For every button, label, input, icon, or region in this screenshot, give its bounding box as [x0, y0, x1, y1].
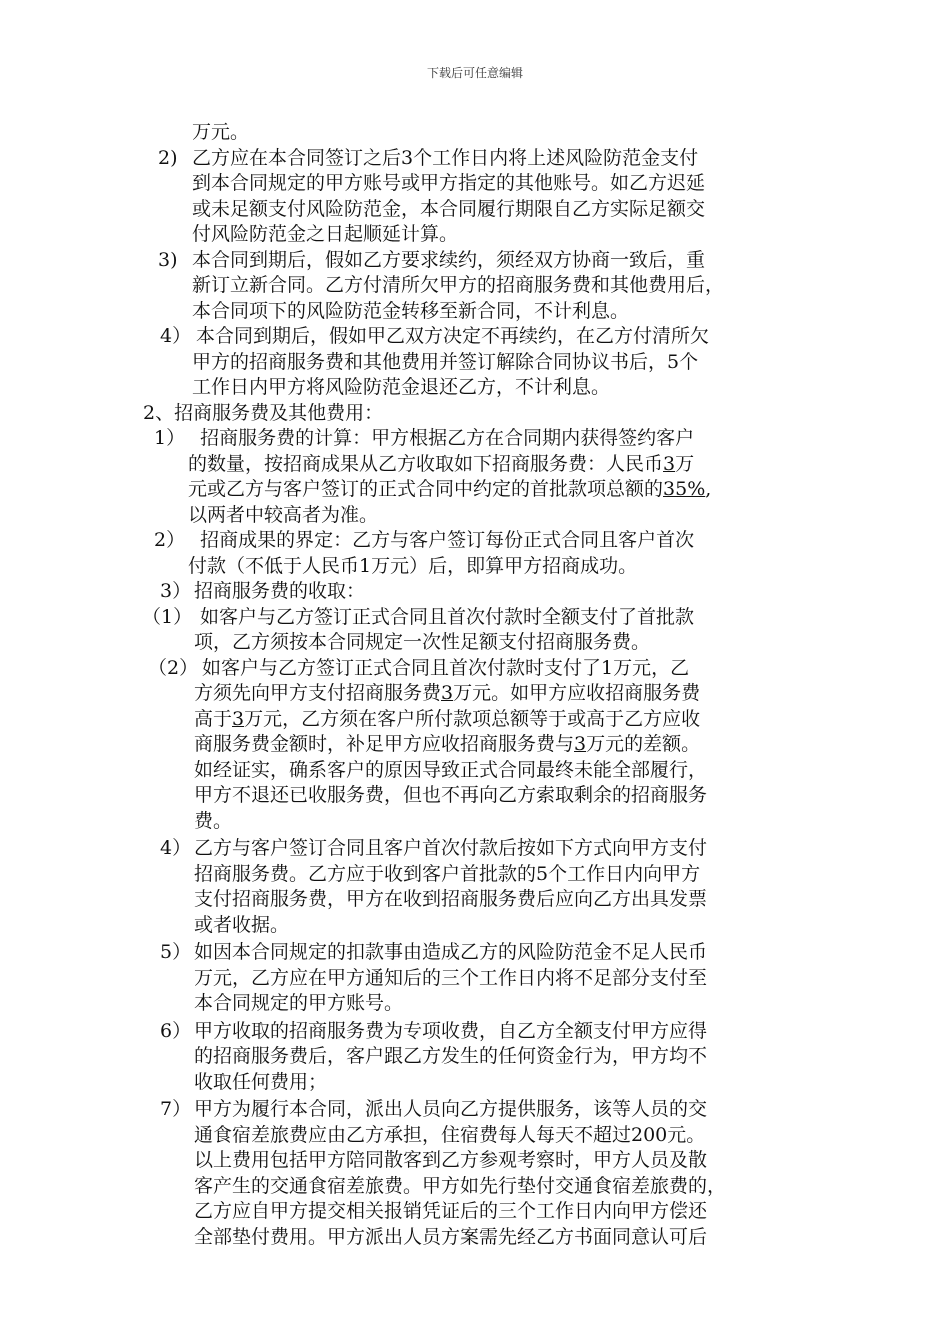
text-line: 本合同到期后，假如甲乙双方决定不再续约，在乙方付清所欠: [196, 325, 710, 347]
item-number: 4）: [160, 325, 192, 347]
text-line: 乙方应自甲方提交相关报销凭证后的三个工作日内向甲方偿还: [194, 1200, 708, 1222]
text-line: 本合同项下的风险防范金转移至新合同，不计利息。: [192, 299, 630, 322]
fee-amount: 3: [232, 707, 245, 730]
paragraph: [0, 146, 950, 248]
text-line: 乙方应在本合同签订之后3个工作日内将上述风险防范金支付: [192, 146, 699, 169]
text-line: 支付招商服务费，甲方在收到招商服务费后应向乙方出具发票: [194, 888, 708, 910]
item-number: 7）: [160, 1098, 192, 1120]
paragraph: [0, 324, 950, 401]
item-number: 5）: [160, 941, 192, 963]
paragraph: [0, 940, 950, 1017]
text-line: 付风险防范金之日起顺延计算。: [192, 223, 459, 245]
fee-amount: 3: [663, 452, 676, 475]
text-line: 项，乙方须按本合同规定一次性足额支付招商服务费。: [194, 631, 651, 653]
text-line: 元或乙方与客户签订的正式合同中约定的首批款项总额的35%,: [188, 478, 712, 500]
paragraph: [0, 605, 950, 656]
text-line: 或未足额支付风险防范金，本合同履行期限自乙方实际足额交: [192, 197, 706, 220]
text-line: 新订立新合同。乙方付清所欠甲方的招商服务费和其他费用后，: [192, 274, 725, 296]
text-line: 如因本合同规定的扣款事由造成乙方的风险防范金不足人民币: [194, 941, 708, 963]
paragraph: [0, 528, 950, 579]
paragraph: [0, 836, 950, 938]
item-number: 3）: [160, 580, 192, 602]
item-number: 4）: [160, 837, 192, 859]
text-line: 通食宿差旅费应由乙方承担，住宿费每人每天不超过200元。: [194, 1123, 706, 1146]
paragraph: [0, 426, 950, 528]
text-line: 如客户与乙方签订正式合同且首次付款时全额支付了首批款: [200, 605, 695, 628]
text-line: 甲方不退还已收服务费，但也不再向乙方索取剩余的招商服务: [194, 784, 708, 806]
text-line: 2、招商服务费及其他费用：: [143, 401, 384, 424]
text-line: 招商成果的界定：乙方与客户签订每份正式合同且客户首次: [188, 529, 695, 551]
text-line: 如客户与乙方签订正式合同且首次付款时支付了1万元，乙: [202, 656, 690, 679]
item-number: 3): [158, 248, 178, 271]
text-line: 甲方的招商服务费和其他费用并签订解除合同协议书后，5个: [192, 350, 699, 373]
text-line: 方须先向甲方支付招商服务费3万元。如甲方应收招商服务费: [194, 682, 701, 704]
text-line: 招商服务费的计算：甲方根据乙方在合同期内获得签约客户: [188, 427, 695, 449]
text-line: 招商服务费。乙方应于收到客户首批款的5个工作日内向甲方: [194, 862, 701, 885]
text-line: 客产生的交通食宿差旅费。甲方如先行垫付交通食宿差旅费的，: [194, 1174, 727, 1197]
text-line: 招商服务费的收取：: [194, 580, 366, 602]
paragraph: [0, 1019, 950, 1096]
text-line: 万元，乙方应在甲方通知后的三个工作日内将不足部分支付至: [194, 966, 708, 989]
text-line: 商服务费金额时，补足甲方应收招商服务费与3万元的差额。: [194, 733, 701, 755]
page-header: 下载后可任意编辑: [426, 66, 523, 80]
text-line: 付款（不低于人民币1万元）后，即算甲方招商成功。: [188, 554, 638, 577]
text-line: 收取任何费用；: [194, 1070, 328, 1093]
text-line: 万元。: [192, 121, 250, 143]
paragraph: [0, 1097, 950, 1250]
fee-percent: 35%: [663, 478, 706, 500]
text-line: 本合同到期后，假如乙方要求续约，须经双方协商一致后，重: [192, 248, 706, 271]
item-number: 2）: [154, 529, 186, 551]
paragraph: [0, 656, 950, 835]
text-line: 的数量，按招商成果从乙方收取如下招商服务费：人民币3万: [188, 452, 695, 475]
paragraph: [0, 579, 950, 605]
text-line: 高于3万元，乙方须在客户所付款项总额等于或高于乙方应收: [194, 707, 701, 730]
paragraph: [0, 120, 950, 146]
item-number: 2): [158, 146, 178, 169]
text-line: 以两者中较高者为准。: [188, 503, 379, 526]
text-line: 甲方为履行本合同，派出人员向乙方提供服务，该等人员的交: [194, 1098, 708, 1120]
text-line: 全部垫付费用。甲方派出人员方案需先经乙方书面同意认可后: [194, 1225, 708, 1248]
text-line: 乙方与客户签订合同且客户首次付款后按如下方式向甲方支付: [194, 837, 708, 859]
text-line: 到本合同规定的甲方账号或甲方指定的其他账号。如乙方迟延: [192, 172, 706, 194]
text-line: 以上费用包括甲方陪同散客到乙方参观考察时，甲方人员及散: [194, 1149, 708, 1171]
section-heading: [0, 401, 950, 427]
paragraph: [0, 248, 950, 325]
item-number: （1）: [142, 605, 193, 628]
fee-amount: 3: [441, 682, 454, 704]
text-line: 的招商服务费后，客户跟乙方发生的任何资金行为，甲方均不: [194, 1045, 708, 1067]
text-line: 或者收据。: [194, 913, 290, 936]
text-line: 本合同规定的甲方账号。: [194, 992, 404, 1014]
item-number: 6）: [160, 1019, 192, 1042]
item-number: 1）: [154, 427, 186, 449]
text-line: 工作日内甲方将风险防范金退还乙方，不计利息。: [192, 376, 611, 398]
text-line: 甲方收取的招商服务费为专项收费，自乙方全额支付甲方应得: [194, 1019, 708, 1042]
text-line: 费。: [194, 809, 233, 832]
text-line: 如经证实，确系客户的原因导致正式合同最终未能全部履行，: [194, 758, 708, 781]
fee-amount: 3: [574, 733, 587, 755]
contract-body: [0, 120, 950, 1250]
item-number: （2）: [148, 656, 199, 679]
